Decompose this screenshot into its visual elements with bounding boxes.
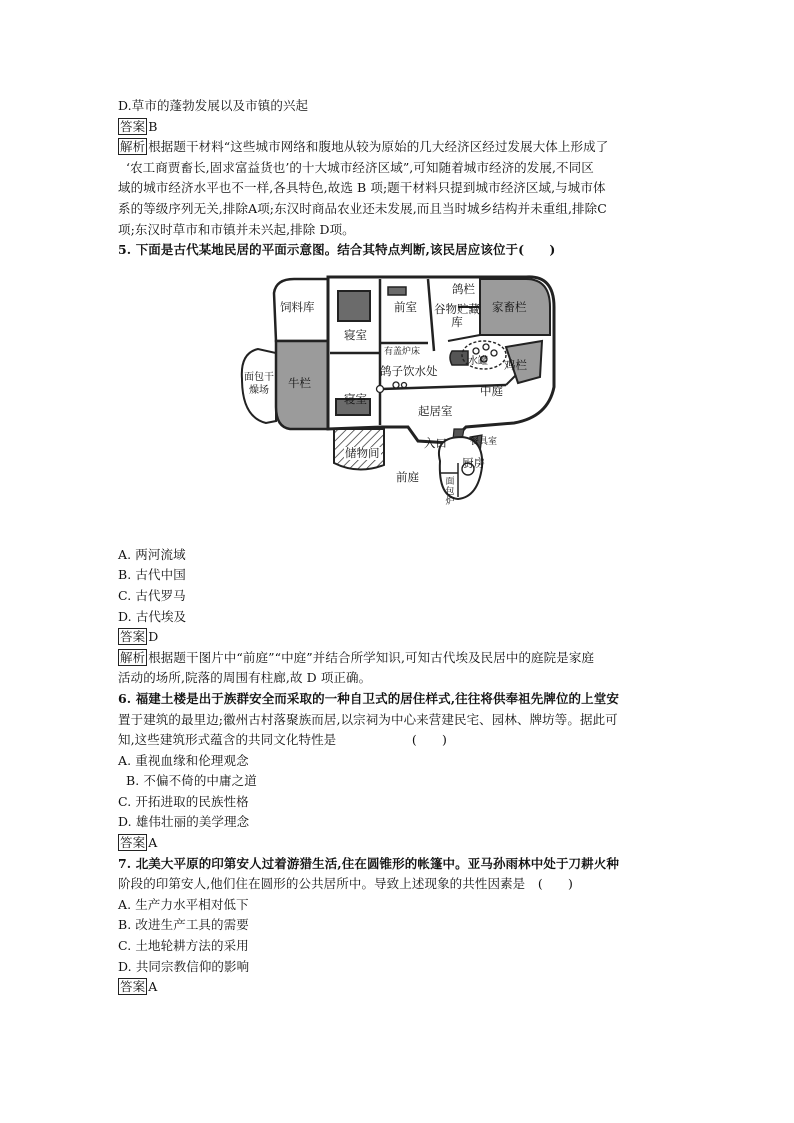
label-bedroom-top: 寝室 bbox=[344, 327, 367, 342]
label-front-court: 前庭 bbox=[396, 469, 419, 484]
q6-option-c: C. 开拓进取的民族性格 bbox=[118, 793, 249, 809]
q4-analysis-line: 项;东汉时草市和市镇并未兴起,排除 D项。 bbox=[118, 221, 355, 237]
q6-stem: 置于建筑的最里边;徽州古村落聚族而居,以宗祠为中心来营建民宅、园林、牌坊等。据此可 bbox=[118, 711, 618, 727]
q6-option-b: B. 不偏不倚的中庸之道 bbox=[126, 773, 257, 789]
q5-option-a: A. 两河流域 bbox=[118, 546, 186, 562]
q4-option-d: D.草市的蓬勃发展以及市镇的兴起 bbox=[118, 98, 309, 113]
label-grain-store: 谷物贮藏库 bbox=[434, 301, 480, 329]
label-covered-stove-bed: 有盖炉床 bbox=[384, 346, 421, 357]
answer-value: A bbox=[148, 979, 158, 995]
answer-tag: 答案 bbox=[120, 979, 146, 995]
q4-analysis-line: ‘农工商贾畜长,固求富益货也’的十大城市经济区域”,可知随着城市经济的发展,不同区 bbox=[126, 159, 594, 175]
label-entrance: 入口 bbox=[424, 435, 447, 450]
q7-answer bbox=[118, 977, 678, 998]
answer-value: A bbox=[148, 835, 158, 851]
label-pigeon-pen: 鸽栏 bbox=[452, 281, 475, 296]
q7-option-d: D. 共同宗教信仰的影响 bbox=[118, 958, 250, 974]
document-page bbox=[118, 96, 678, 998]
label-bread-dry: 面包干燥场 bbox=[244, 371, 274, 396]
analysis-tag: 解析 bbox=[120, 139, 146, 155]
q4-analysis-line: 域的城市经济水平也不一样,各具特色,故选 B 项;题干材料只提到城市经济区域,与城市体 bbox=[118, 180, 606, 196]
q6-option-a: A. 重视血缘和伦理观念 bbox=[118, 752, 249, 768]
label-front-room: 前室 bbox=[394, 299, 417, 314]
q5-analysis-line: 活动的场所,院落的周围有柱廊,故 D 项正确。 bbox=[118, 670, 372, 686]
q6-option-d: D. 雄伟壮丽的美学理念 bbox=[118, 814, 250, 830]
label-pigeon-drink: 鸽子饮水处 bbox=[380, 363, 438, 378]
q6-answer bbox=[118, 833, 678, 854]
q7-option-c: C. 土地轮耕方法的采用 bbox=[118, 938, 249, 954]
q4-analysis-line: 系的等级序列无关,排除A项;东汉时商品农业还未发展,而且当时城乡结构并未重组,排除C bbox=[118, 200, 607, 216]
label-water-tank: 水罐 bbox=[468, 355, 488, 367]
q5-option-b: B. 古代中国 bbox=[118, 567, 186, 583]
label-feed-store: 饲料库 bbox=[280, 299, 315, 314]
q7-option-a: A. 生产力水平相对低下 bbox=[118, 896, 249, 912]
label-livestock-pen: 家畜栏 bbox=[492, 299, 527, 314]
answer-value: B bbox=[148, 118, 158, 134]
q5-answer bbox=[118, 627, 678, 648]
q7-stem: 7. 北美大平原的印第安人过着游猎生活,住在圆锥形的帐篷中。亚马孙雨林中处于刀耕火种 bbox=[118, 855, 619, 871]
label-bread-oven: 面包炉 bbox=[445, 476, 455, 507]
q5-analysis-line: 解析 根据题干图片中“前庭”“中庭”并结合所学知识,可知古代埃及民居中的庭院是家庭 bbox=[120, 649, 595, 665]
answer-tag: 答案 bbox=[120, 118, 146, 134]
q4-analysis-line: 解析 根据题干材料“这些城市网络和腹地从较为原始的几大经济区经过发展大体上形成了 bbox=[120, 139, 609, 155]
label-living-room: 起居室 bbox=[418, 403, 453, 418]
answer-tag: 答案 bbox=[120, 629, 146, 645]
q6-stem: 知,这些建筑形式蕴含的共同文化特性是 ( ) bbox=[118, 732, 448, 748]
analysis-tag: 解析 bbox=[120, 649, 146, 665]
covered-stove-block bbox=[450, 351, 468, 365]
label-kitchen: 厨房 bbox=[462, 455, 485, 470]
q5-option-c: C. 古代罗马 bbox=[118, 587, 186, 603]
q5-option-d: D. 古代埃及 bbox=[118, 608, 187, 624]
answer-tag: 答案 bbox=[120, 835, 146, 851]
q6-stem: 6. 福建土楼是出于族群安全而采取的一种自卫式的居住样式,往往将供奉祖先牌位的上堂安 bbox=[118, 690, 619, 706]
label-middle-court: 中庭 bbox=[480, 383, 503, 398]
bedroom-top-block bbox=[338, 291, 370, 321]
label-bedroom-bottom: 寝室 bbox=[344, 391, 367, 406]
q7-stem: 阶段的印第安人,他们住在圆形的公共居所中。导致上述现象的共性因素是 ( ) bbox=[118, 876, 574, 892]
label-storage: 储物间 bbox=[345, 445, 380, 460]
house-floor-plan bbox=[118, 267, 678, 535]
q4-answer bbox=[118, 117, 678, 138]
q7-option-b: B. 改进生产工具的需要 bbox=[118, 917, 249, 933]
label-tool-room: 餐具室 bbox=[470, 436, 498, 447]
label-chicken-coop: 鸡栏 bbox=[504, 357, 527, 372]
q5-stem: 5. 下面是古代某地民居的平面示意图。结合其特点判断,该民居应该位于( ) bbox=[118, 242, 556, 258]
front-room-block bbox=[388, 287, 406, 295]
answer-value: D bbox=[148, 629, 159, 645]
label-cattle-pen: 牛栏 bbox=[288, 375, 311, 390]
